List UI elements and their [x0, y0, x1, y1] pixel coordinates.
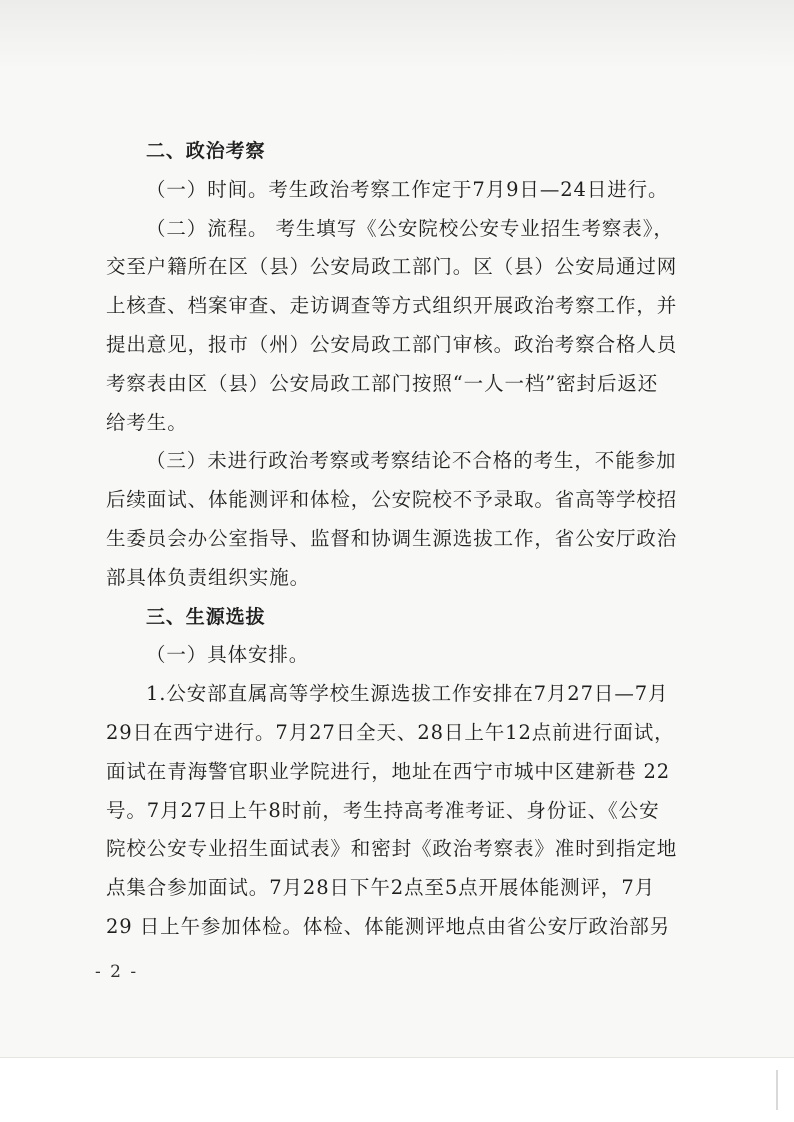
paragraph-line: 后续面试、体能测评和体检，公安院校不予录取。省高等学校招 [106, 488, 678, 512]
paragraph-line: 给考生。 [106, 410, 188, 434]
paragraph-line: 交至户籍所在区（县）公安局政工部门。区（县）公安局通过网 [106, 255, 678, 279]
paragraph-line: 生委员会办公室指导、监督和协调生源选拔工作，省公安厅政治 [106, 526, 678, 550]
paragraph-line: 29 日上午参加体检。体检、体能测评地点由省公安厅政治部另 [106, 914, 671, 938]
paragraph-line: （一）具体安排。 [146, 643, 310, 667]
paragraph-line: （一）时间。考生政治考察工作定于7月9日—24日进行。 [146, 177, 669, 201]
document-body [106, 132, 694, 947]
paragraph-line: 面试在青海警官职业学院进行，地址在西宁市城中区建新巷 22 [106, 759, 671, 783]
paragraph-line: 院校公安专业招生面试表》和密封《政治考察表》准时到指定地 [106, 837, 678, 861]
paragraph-line: 提出意见，报市（州）公安局政工部门审核。政治考察合格人员 [106, 332, 678, 356]
paragraph-line: 1.公安部直属高等学校生源选拔工作安排在7月27日—7月 [146, 682, 669, 706]
page-number: - 2 - [95, 962, 139, 982]
paragraph-line: 上核查、档案审查、走访调查等方式组织开展政治考察工作，并 [106, 294, 678, 318]
scan-shadow [0, 0, 794, 70]
scan-edge-mark [776, 1070, 778, 1110]
paragraph-line: 考察表由区（县）公安局政工部门按照“一人一档”密封后返还 [106, 371, 659, 395]
paragraph-line: （三）未进行政治考察或考察结论不合格的考生，不能参加 [146, 449, 677, 473]
paragraph-line: 29日在西宁进行。7月27日全天、28日上午12点前进行面试， [106, 720, 675, 744]
paragraph-line: 号。7月27日上午8时前，考生持高考准考证、身份证、《公安 [106, 798, 660, 822]
section-heading-candidate-selection: 三、生源选拔 [146, 605, 266, 628]
paragraph-line: 部具体负责组织实施。 [106, 565, 311, 589]
paragraph-line: 点集合参加面试。7月28日下午2点至5点开展体能测评，7月 [106, 876, 656, 900]
paragraph-line: （二）流程。 考生填写《公安院校公安专业招生考察表》， [146, 216, 674, 240]
section-heading-political-review: 二、政治考察 [146, 140, 266, 162]
